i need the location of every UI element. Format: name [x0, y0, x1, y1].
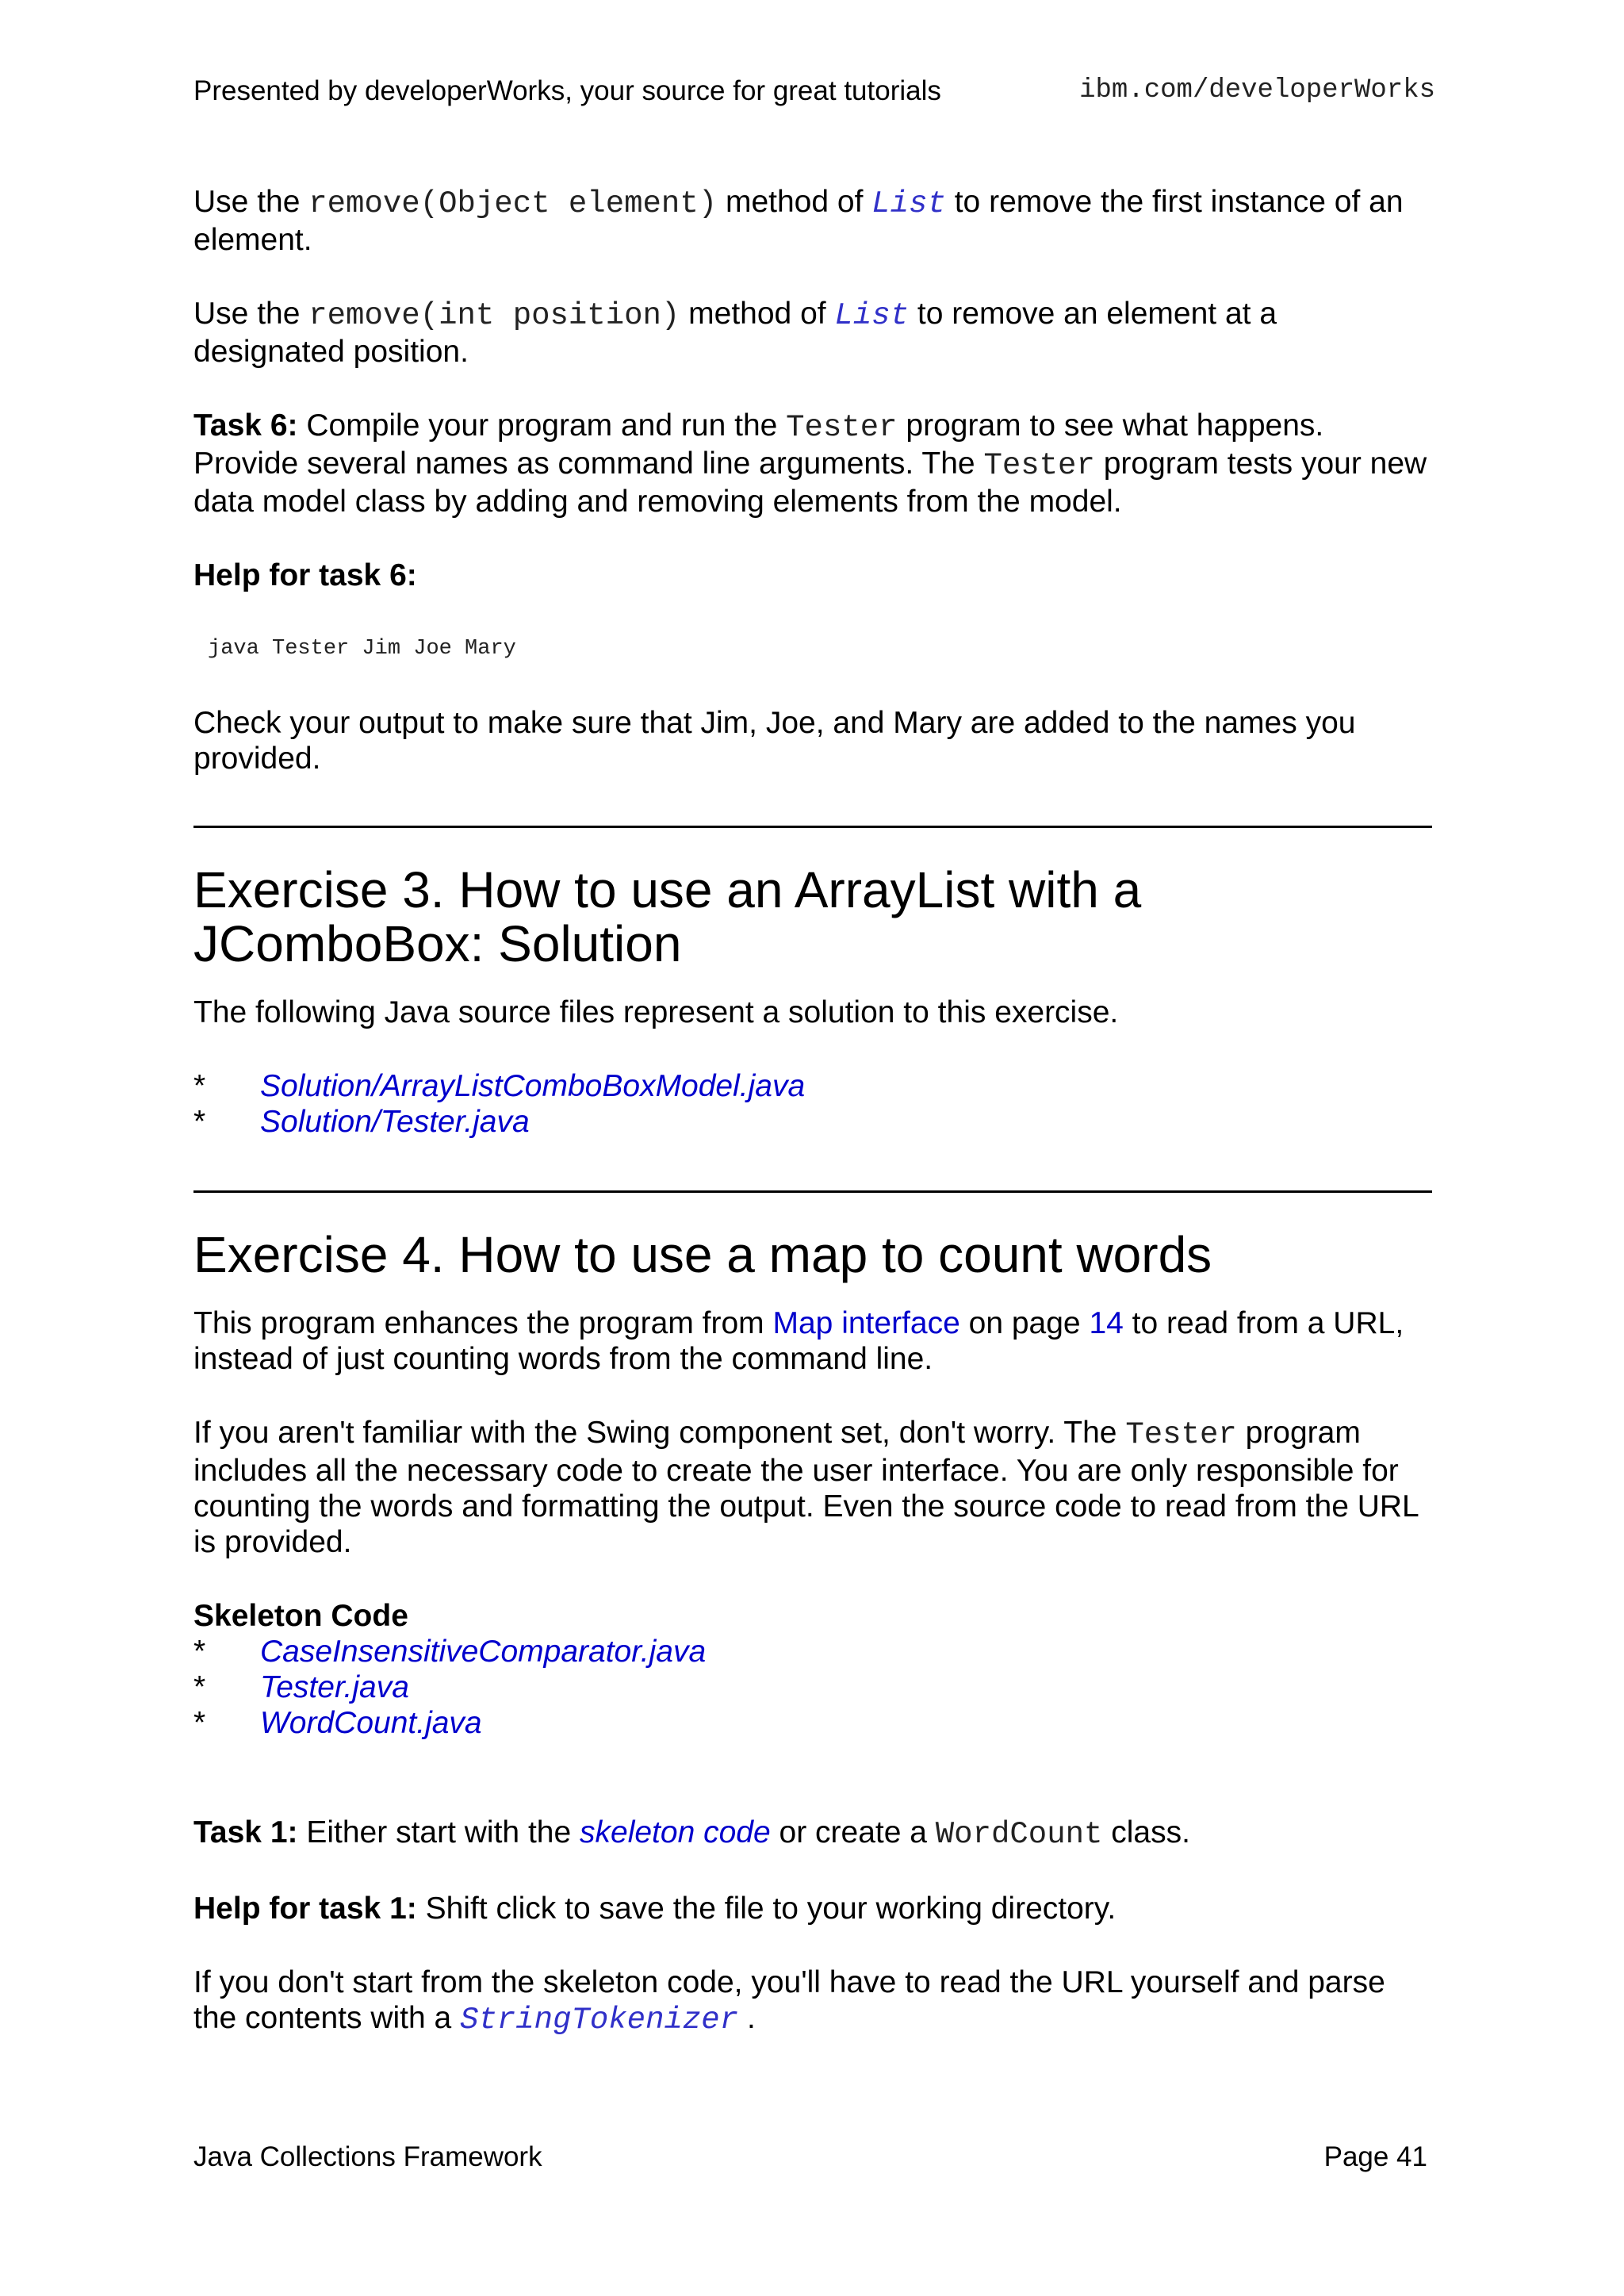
list-item: [193, 1669, 1432, 1705]
bullet-star: *: [193, 1706, 206, 1740]
help-6-text: Check your output to make sure that Jim, Joe, and Mary are added to the names you provided.: [193, 706, 1356, 776]
inline-code: Tester: [983, 448, 1095, 483]
inline-code: WordCount: [935, 1817, 1103, 1852]
paragraph-remove-position: [193, 296, 1432, 370]
file-link[interactable]: Solution/ArrayListComboBoxModel.java: [260, 1069, 806, 1103]
bullet-star: *: [193, 1670, 206, 1704]
header-right: ibm.com/developerWorks: [1079, 75, 1435, 105]
text: Use the: [193, 297, 309, 331]
help-label: Help for task 1:: [193, 1892, 417, 1926]
task-1-paragraph: [193, 1815, 1432, 1853]
text: If you don't start from the skeleton code, you'll have to read the URL yourself and parse the contents with a: [193, 1965, 1385, 2035]
task-label: Task 1:: [193, 1815, 298, 1849]
stringtokenizer-link[interactable]: StringTokenizer: [460, 2003, 739, 2037]
exercise-4-paragraph-3: [193, 1964, 1432, 2038]
text: If you aren't familiar with the Swing component set, don't worry. The: [193, 1416, 1126, 1450]
file-link[interactable]: WordCount.java: [260, 1706, 482, 1740]
section-divider: [193, 1190, 1432, 1193]
map-interface-link[interactable]: Map interface: [772, 1306, 960, 1340]
list-item: [193, 1104, 1432, 1140]
text: class.: [1102, 1815, 1190, 1849]
text: to remove an element at a designated position.: [193, 297, 1277, 369]
footer-left: Java Collections Framework: [193, 2141, 542, 2172]
text: Use the: [193, 185, 309, 219]
task-label: Task 6:: [193, 408, 298, 443]
text: program includes all the necessary code to create the user interface. You are only responsible for counting the words and formatting the output. Even the source code to read from the URL is provided.: [193, 1416, 1419, 1559]
help-6-label: [193, 558, 1432, 593]
help-1-paragraph: [193, 1891, 1432, 1926]
text: method of: [680, 297, 835, 331]
section-divider: [193, 826, 1432, 828]
exercise-4-heading: Exercise 4. How to use a map to count words: [193, 1226, 1212, 1283]
list-link[interactable]: List: [871, 186, 946, 221]
list-item: [193, 1634, 1432, 1669]
bullet-star: *: [193, 1069, 206, 1103]
inline-code: Tester: [1125, 1417, 1237, 1452]
header-left: Presented by developerWorks, your source for great tutorials: [193, 75, 941, 106]
text: to read from a URL, instead of just counting words from the command line.: [193, 1306, 1404, 1376]
list-link[interactable]: List: [834, 298, 910, 333]
file-link[interactable]: Solution/Tester.java: [260, 1105, 530, 1139]
text: on page: [959, 1306, 1090, 1340]
text: .: [738, 2001, 756, 2035]
bullet-star: *: [193, 1105, 206, 1139]
footer-page-number: Page 41: [1323, 2141, 1427, 2172]
text: program to see what happens. Provide several names as command line arguments. The: [193, 408, 1324, 481]
inline-code: Tester: [786, 410, 898, 445]
text: program tests your new data model class by adding and removing elements from the model.: [193, 447, 1427, 519]
task-6-paragraph: [193, 408, 1432, 519]
text: to remove the first instance of an element.: [193, 185, 1404, 257]
inline-code: remove(int position): [308, 298, 680, 333]
list-item: [193, 1068, 1432, 1104]
code-block: java Tester Jim Joe Mary: [208, 637, 516, 661]
text: Either start with the: [297, 1815, 580, 1849]
file-link[interactable]: Tester.java: [260, 1670, 409, 1704]
skeleton-code-link[interactable]: skeleton code: [580, 1815, 771, 1849]
exercise-3-intro: The following Java source files represent a solution to this exercise.: [193, 995, 1119, 1029]
skeleton-code-label: [193, 1598, 1432, 1634]
page-link[interactable]: 14: [1089, 1306, 1124, 1340]
exercise-4-paragraph-1: [193, 1305, 1432, 1377]
file-link[interactable]: CaseInsensitiveComparator.java: [260, 1635, 707, 1669]
solution-file-list: [193, 1068, 1432, 1140]
exercise-3-heading: Exercise 3. How to use an ArrayList with a JComboBox: Solution: [193, 861, 1142, 972]
bullet-star: *: [193, 1635, 206, 1669]
paragraph-remove-object: [193, 184, 1432, 258]
text: Compile your program and run the: [297, 408, 787, 443]
text: method of: [717, 185, 872, 219]
text: or create a: [770, 1815, 936, 1849]
page-content: [193, 184, 1432, 2038]
text: This program enhances the program from: [193, 1306, 773, 1340]
text: Shift click to save the file to your working directory.: [416, 1892, 1116, 1926]
help-label: Help for task 6:: [193, 558, 417, 592]
list-item: [193, 1705, 1432, 1741]
inline-code: remove(Object element): [308, 186, 718, 221]
skeleton-label: Skeleton Code: [193, 1599, 408, 1633]
skeleton-file-list: [193, 1634, 1432, 1741]
exercise-4-paragraph-2: [193, 1415, 1432, 1560]
